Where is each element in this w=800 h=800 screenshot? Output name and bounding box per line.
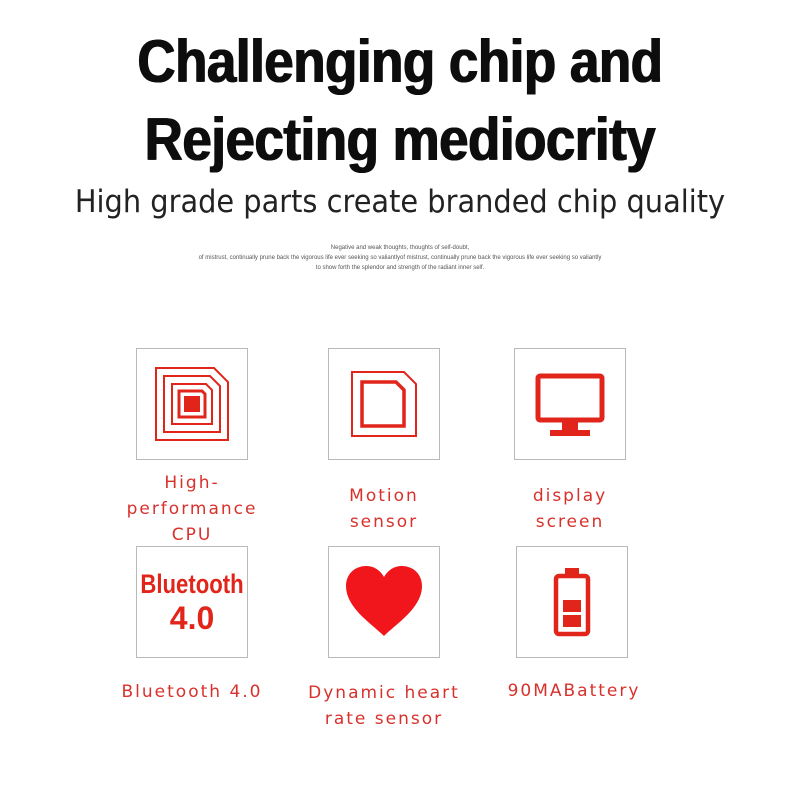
fine-print-line-3: to show forth the splendor and strength of the radiant inner self. — [315, 265, 485, 271]
feature-label-display: display screen — [532, 486, 608, 532]
bluetooth-icon-version: 4.0 — [169, 599, 215, 636]
feature-label-bluetooth: Bluetooth 4.0 — [121, 682, 263, 702]
headline-line-2: Rejecting mediocrity — [144, 106, 656, 173]
feature-tile-heart — [328, 546, 440, 658]
feature-label-heart: Dynamic heart rate sensor — [308, 683, 460, 729]
heart-icon — [342, 562, 426, 642]
feature-tile-display — [514, 348, 626, 460]
fine-print-line-1: Negative and weak thoughts, thoughts of self-doubt, — [330, 245, 470, 251]
feature-tile-motion — [328, 348, 440, 460]
subtitle: High grade parts create branded chip quality — [74, 184, 726, 220]
monitor-icon — [530, 364, 610, 444]
fine-print-line-2: of mistrust, continually prune back the vigorous life ever seeking so valiantlyof mistrust, continually prune back the vigorous life ever seeking so valiantly — [198, 255, 602, 261]
bluetooth-icon-text: Bluetooth — [140, 568, 244, 599]
motion-sensor-chip-icon — [344, 364, 424, 444]
bluetooth-icon — [129, 568, 255, 636]
feature-label-motion: Motion sensor — [349, 486, 419, 532]
battery-icon — [542, 562, 602, 642]
feature-label-cpu: High- performance CPU — [126, 473, 258, 545]
headline-line-1: Challenging chip and — [137, 28, 663, 95]
feature-tile-battery — [516, 546, 628, 658]
cpu-chip-icon — [152, 364, 232, 444]
feature-tile-cpu — [136, 348, 248, 460]
feature-label-battery: 90MABattery — [507, 681, 641, 701]
feature-tile-bluetooth — [136, 546, 248, 658]
